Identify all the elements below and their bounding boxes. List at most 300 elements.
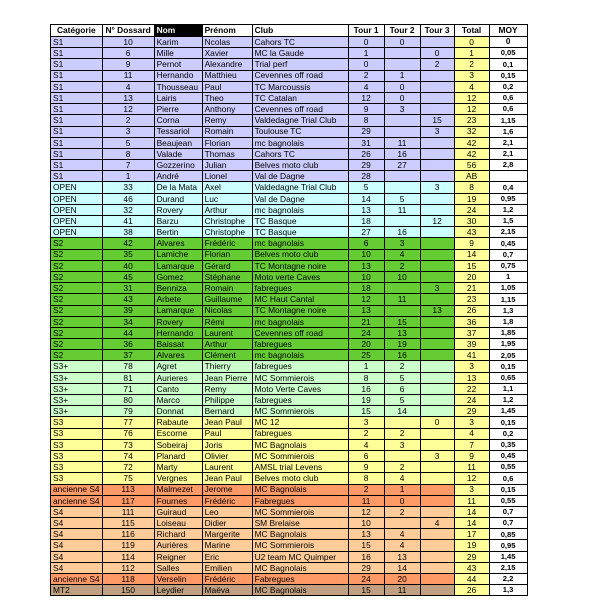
cell-average: 1,3 — [489, 585, 527, 596]
cell-average: 0,55 — [489, 462, 527, 473]
table-row — [51, 126, 528, 137]
cell-average: 2,1 — [489, 148, 527, 159]
table-row — [51, 327, 528, 338]
cell-lap-1: 15 — [348, 585, 384, 596]
cell-category: S3+ — [51, 395, 103, 406]
cell-last-name: Thousseau — [154, 81, 202, 92]
table-row — [51, 350, 528, 361]
table-row — [51, 450, 528, 461]
cell-bib: 10 — [102, 37, 154, 48]
cell-category: S4 — [51, 529, 103, 540]
cell-lap-1: 2 — [348, 484, 384, 495]
cell-lap-1: 31 — [348, 137, 384, 148]
table-row — [51, 104, 528, 115]
cell-average: 1,45 — [489, 406, 527, 417]
cell-lap-3: 0 — [420, 417, 454, 428]
cell-category: ancienne S4 — [51, 495, 103, 506]
cell-first-name: Frédéric — [202, 574, 252, 585]
cell-lap-2: 13 — [384, 327, 420, 338]
cell-last-name: Hernando — [154, 327, 202, 338]
cell-lap-1: 10 — [348, 249, 384, 260]
cell-club: fabregues — [252, 428, 348, 439]
cell-category: S3 — [51, 462, 103, 473]
cell-last-name: Bertin — [154, 227, 202, 238]
cell-lap-2: 3 — [384, 104, 420, 115]
table-row — [51, 495, 528, 506]
cell-club: U2 team MC Quimper — [252, 551, 348, 562]
cell-last-name: Verselin — [154, 574, 202, 585]
cell-lap-2: 0 — [384, 495, 420, 506]
cell-last-name: Lamarque — [154, 305, 202, 316]
cell-bib: 5 — [102, 137, 154, 148]
cell-average: 1,2 — [489, 204, 527, 215]
cell-lap-1: 6 — [348, 450, 384, 461]
cell-average: 0,4 — [489, 182, 527, 193]
table-row — [51, 81, 528, 92]
cell-lap-2: 20 — [384, 574, 420, 585]
cell-total: 4 — [454, 81, 489, 92]
cell-bib: 11 — [102, 70, 154, 81]
cell-lap-2: 14 — [384, 406, 420, 417]
cell-bib: 114 — [102, 551, 154, 562]
cell-category: S1 — [51, 104, 103, 115]
cell-lap-2: 5 — [384, 395, 420, 406]
cell-lap-3 — [420, 495, 454, 506]
cell-last-name: Reigner — [154, 551, 202, 562]
cell-last-name: Beaujean — [154, 137, 202, 148]
cell-club: SM Brelaise — [252, 518, 348, 529]
cell-lap-3 — [420, 70, 454, 81]
cell-total: 2 — [454, 59, 489, 70]
cell-last-name: Rovery — [154, 204, 202, 215]
cell-lap-3 — [420, 137, 454, 148]
cell-average: 1,05 — [489, 283, 527, 294]
cell-first-name: Romain — [202, 283, 252, 294]
cell-lap-2: 3 — [384, 439, 420, 450]
table-row — [51, 182, 528, 193]
cell-club: TC Montagne noire — [252, 260, 348, 271]
cell-club: Belves moto club — [252, 473, 348, 484]
header-average: MOY — [489, 25, 527, 37]
cell-average: 1,2 — [489, 395, 527, 406]
cell-lap-1: 29 — [348, 126, 384, 137]
cell-first-name: Marine — [202, 540, 252, 551]
cell-last-name: Corna — [154, 115, 202, 126]
cell-average: 1 — [489, 271, 527, 282]
cell-lap-1: 14 — [348, 193, 384, 204]
cell-lap-3 — [420, 171, 454, 182]
cell-total: 42 — [454, 148, 489, 159]
cell-average: 0,95 — [489, 540, 527, 551]
cell-total: 21 — [454, 283, 489, 294]
cell-total: 22 — [454, 383, 489, 394]
cell-club: TC Catalan — [252, 92, 348, 103]
cell-category: S1 — [51, 70, 103, 81]
cell-total: 15 — [454, 260, 489, 271]
cell-total: 26 — [454, 305, 489, 316]
cell-category: ancienne S4 — [51, 574, 103, 585]
cell-first-name: Stéphane — [202, 271, 252, 282]
cell-first-name: Emilien — [202, 562, 252, 573]
cell-lap-1: 4 — [348, 81, 384, 92]
table-row — [51, 473, 528, 484]
table-row — [51, 216, 528, 227]
cell-category: S3 — [51, 439, 103, 450]
cell-lap-1: 19 — [348, 395, 384, 406]
table-row — [51, 316, 528, 327]
cell-lap-3 — [420, 350, 454, 361]
cell-lap-2 — [384, 182, 420, 193]
cell-last-name: Lairis — [154, 92, 202, 103]
cell-lap-3 — [420, 529, 454, 540]
cell-first-name: Laurent — [202, 462, 252, 473]
cell-bib: 75 — [102, 473, 154, 484]
cell-first-name: Laurent — [202, 327, 252, 338]
cell-lap-1: 13 — [348, 305, 384, 316]
cell-bib: 9 — [102, 59, 154, 70]
cell-first-name: Axel — [202, 182, 252, 193]
cell-category: OPEN — [51, 204, 103, 215]
cell-lap-2 — [384, 115, 420, 126]
cell-club: Val de Dagne — [252, 171, 348, 182]
cell-lap-3 — [420, 428, 454, 439]
cell-lap-1: 18 — [348, 216, 384, 227]
cell-lap-2: 13 — [384, 551, 420, 562]
cell-total: 37 — [454, 327, 489, 338]
cell-club: Fabregues — [252, 574, 348, 585]
cell-first-name: Lionel — [202, 171, 252, 182]
cell-total: 0 — [454, 37, 489, 48]
cell-average: 0,45 — [489, 450, 527, 461]
cell-first-name: Florian — [202, 137, 252, 148]
cell-bib: 77 — [102, 417, 154, 428]
table-row — [51, 115, 528, 126]
cell-last-name: Richard — [154, 529, 202, 540]
cell-club: Val de Dagne — [252, 193, 348, 204]
cell-category: OPEN — [51, 193, 103, 204]
cell-lap-1: 5 — [348, 182, 384, 193]
cell-lap-1: 11 — [348, 495, 384, 506]
cell-average: 0,45 — [489, 238, 527, 249]
cell-category: S2 — [51, 305, 103, 316]
table-row — [51, 37, 528, 48]
cell-bib: 4 — [102, 81, 154, 92]
cell-club: Moto verte Caves — [252, 271, 348, 282]
cell-category: S3 — [51, 428, 103, 439]
cell-total: 9 — [454, 238, 489, 249]
cell-bib: 6 — [102, 48, 154, 59]
cell-last-name: Lamarque — [154, 260, 202, 271]
cell-average: 0,65 — [489, 372, 527, 383]
cell-lap-3 — [420, 585, 454, 596]
cell-club: Cahors TC — [252, 148, 348, 159]
header-bib: N° Dossard — [102, 25, 154, 37]
cell-club: Belves moto club — [252, 249, 348, 260]
cell-lap-2: 11 — [384, 137, 420, 148]
cell-bib: 37 — [102, 350, 154, 361]
cell-lap-2: 6 — [384, 383, 420, 394]
cell-club: Trial perf — [252, 59, 348, 70]
cell-lap-2: 4 — [384, 249, 420, 260]
cell-first-name: Paul — [202, 81, 252, 92]
cell-bib: 115 — [102, 518, 154, 529]
cell-total: 17 — [454, 529, 489, 540]
cell-lap-2: 2 — [384, 428, 420, 439]
cell-average: 1,3 — [489, 305, 527, 316]
table-row — [51, 361, 528, 372]
cell-first-name: Maëva — [202, 585, 252, 596]
cell-lap-1: 3 — [348, 417, 384, 428]
cell-club: mc bagnolais — [252, 350, 348, 361]
cell-first-name: Theo — [202, 92, 252, 103]
cell-bib: 150 — [102, 585, 154, 596]
cell-first-name: Remy — [202, 115, 252, 126]
cell-lap-1: 12 — [348, 92, 384, 103]
cell-last-name: Agret — [154, 361, 202, 372]
cell-average: 0,85 — [489, 529, 527, 540]
cell-bib: 7 — [102, 160, 154, 171]
header-club: Club — [252, 25, 348, 37]
cell-first-name: Thomas — [202, 148, 252, 159]
cell-lap-3 — [420, 439, 454, 450]
cell-total: 11 — [454, 495, 489, 506]
cell-lap-1: 6 — [348, 238, 384, 249]
cell-first-name: Eric — [202, 551, 252, 562]
cell-bib: 74 — [102, 450, 154, 461]
cell-lap-2: 1 — [384, 484, 420, 495]
cell-bib: 1 — [102, 171, 154, 182]
cell-lap-3 — [420, 327, 454, 338]
table-row — [51, 562, 528, 573]
cell-category: S3+ — [51, 406, 103, 417]
cell-last-name: Baissat — [154, 339, 202, 350]
cell-lap-3 — [420, 271, 454, 282]
cell-bib: 116 — [102, 529, 154, 540]
cell-club: mc bagnolais — [252, 137, 348, 148]
cell-last-name: Arbete — [154, 294, 202, 305]
cell-last-name: Escorne — [154, 428, 202, 439]
cell-first-name: Julian — [202, 160, 252, 171]
cell-average: 2,1 — [489, 137, 527, 148]
cell-category: S1 — [51, 115, 103, 126]
cell-first-name: Leo — [202, 506, 252, 517]
cell-bib: 31 — [102, 283, 154, 294]
cell-lap-1: 2 — [348, 428, 384, 439]
table-row — [51, 574, 528, 585]
cell-lap-2: 11 — [384, 585, 420, 596]
cell-bib: 8 — [102, 148, 154, 159]
cell-average: 2,15 — [489, 562, 527, 573]
cell-bib: 81 — [102, 372, 154, 383]
cell-last-name: Sobeiraj — [154, 439, 202, 450]
table-row — [51, 238, 528, 249]
cell-lap-3 — [420, 462, 454, 473]
cell-category: S2 — [51, 238, 103, 249]
table-row — [51, 406, 528, 417]
cell-lap-2: 14 — [384, 562, 420, 573]
cell-bib: 76 — [102, 428, 154, 439]
cell-average: 0,35 — [489, 439, 527, 450]
cell-bib: 35 — [102, 249, 154, 260]
table-row — [51, 395, 528, 406]
cell-club: Fabregues — [252, 495, 348, 506]
cell-lap-1: 8 — [348, 115, 384, 126]
cell-last-name: Leydier — [154, 585, 202, 596]
cell-last-name: Planard — [154, 450, 202, 461]
cell-club: MC Haut Cantal — [252, 294, 348, 305]
cell-first-name: Clément — [202, 350, 252, 361]
cell-lap-3 — [420, 260, 454, 271]
cell-club: MC Bagnolais — [252, 585, 348, 596]
cell-lap-2: 16 — [384, 148, 420, 159]
cell-lap-3 — [420, 104, 454, 115]
cell-lap-3: 2 — [420, 59, 454, 70]
cell-last-name: Durand — [154, 193, 202, 204]
cell-first-name: Romain — [202, 126, 252, 137]
cell-lap-3 — [420, 406, 454, 417]
cell-last-name: Barzu — [154, 216, 202, 227]
cell-last-name: Aurières — [154, 540, 202, 551]
cell-club: MC Sommierois — [252, 540, 348, 551]
cell-average: 0,95 — [489, 193, 527, 204]
table-row — [51, 59, 528, 70]
cell-lap-2: 2 — [384, 361, 420, 372]
cell-total: 43 — [454, 227, 489, 238]
cell-lap-2 — [384, 417, 420, 428]
cell-first-name: Frédéric — [202, 495, 252, 506]
cell-average: 1,8 — [489, 316, 527, 327]
cell-lap-3 — [420, 148, 454, 159]
cell-category: S2 — [51, 316, 103, 327]
cell-club: Toulouse TC — [252, 126, 348, 137]
cell-lap-1: 0 — [348, 59, 384, 70]
cell-average: 0,15 — [489, 70, 527, 81]
cell-total: 23 — [454, 294, 489, 305]
cell-category: S1 — [51, 48, 103, 59]
cell-bib: 111 — [102, 506, 154, 517]
cell-lap-3: 3 — [420, 283, 454, 294]
cell-total: 29 — [454, 406, 489, 417]
cell-club: AMSL trial Levens — [252, 462, 348, 473]
cell-first-name: Jerome — [202, 484, 252, 495]
cell-lap-2: 2 — [384, 506, 420, 517]
cell-category: S1 — [51, 92, 103, 103]
cell-lap-1: 13 — [348, 529, 384, 540]
cell-lap-2: 27 — [384, 160, 420, 171]
cell-total: 14 — [454, 506, 489, 517]
cell-lap-2 — [384, 283, 420, 294]
cell-average: 0,2 — [489, 428, 527, 439]
cell-category: OPEN — [51, 216, 103, 227]
cell-total: 14 — [454, 518, 489, 529]
cell-average: 2,15 — [489, 227, 527, 238]
cell-bib: 46 — [102, 193, 154, 204]
cell-category: S1 — [51, 160, 103, 171]
cell-lap-1: 4 — [348, 439, 384, 450]
cell-total: 3 — [454, 484, 489, 495]
cell-total: 24 — [454, 204, 489, 215]
cell-club: MC Sommierois — [252, 506, 348, 517]
cell-lap-3 — [420, 372, 454, 383]
cell-category: S4 — [51, 551, 103, 562]
cell-first-name: Remy — [202, 383, 252, 394]
cell-bib: 13 — [102, 92, 154, 103]
cell-total: 3 — [454, 417, 489, 428]
cell-lap-3 — [420, 204, 454, 215]
cell-lap-3: 4 — [420, 518, 454, 529]
cell-last-name: Salles — [154, 562, 202, 573]
cell-total: 19 — [454, 193, 489, 204]
cell-last-name: Aurieres — [154, 372, 202, 383]
cell-category: S2 — [51, 294, 103, 305]
cell-average — [489, 171, 527, 182]
cell-last-name: Pierre — [154, 104, 202, 115]
cell-bib: 79 — [102, 406, 154, 417]
cell-lap-3 — [420, 551, 454, 562]
cell-first-name: Ncolas — [202, 37, 252, 48]
cell-last-name: Canto — [154, 383, 202, 394]
cell-average: 0,55 — [489, 495, 527, 506]
cell-bib: 39 — [102, 305, 154, 316]
cell-average: 1,1 — [489, 383, 527, 394]
cell-club: MC Bagnolais — [252, 439, 348, 450]
cell-first-name: Olivier — [202, 450, 252, 461]
cell-average: 0,2 — [489, 81, 527, 92]
cell-total: 13 — [454, 372, 489, 383]
cell-lap-1: 13 — [348, 260, 384, 271]
cell-average: 0,6 — [489, 92, 527, 103]
cell-last-name: Donnat — [154, 406, 202, 417]
cell-first-name: Paul — [202, 428, 252, 439]
cell-lap-2: 11 — [384, 204, 420, 215]
cell-bib: 12 — [102, 104, 154, 115]
cell-first-name: Luc — [202, 193, 252, 204]
cell-category: S2 — [51, 339, 103, 350]
cell-last-name: Fournes — [154, 495, 202, 506]
table-row — [51, 148, 528, 159]
table-row — [51, 529, 528, 540]
table-row — [51, 339, 528, 350]
cell-last-name: Gomez — [154, 271, 202, 282]
cell-club: MC 12 — [252, 417, 348, 428]
table-row — [51, 193, 528, 204]
cell-total: 30 — [454, 216, 489, 227]
cell-last-name: De la Mata — [154, 182, 202, 193]
cell-bib: 72 — [102, 462, 154, 473]
cell-last-name: Pernot — [154, 59, 202, 70]
cell-lap-2: 4 — [384, 473, 420, 484]
cell-total: 26 — [454, 585, 489, 596]
cell-lap-3 — [420, 316, 454, 327]
header-first-name: Prénom — [202, 25, 252, 37]
cell-total: 23 — [454, 115, 489, 126]
cell-lap-2: 0 — [384, 81, 420, 92]
cell-category: S3+ — [51, 383, 103, 394]
cell-total: 24 — [454, 395, 489, 406]
cell-first-name: Jean Paul — [202, 417, 252, 428]
cell-club: TC Marcoussis — [252, 81, 348, 92]
cell-average: 0,6 — [489, 473, 527, 484]
cell-lap-1: 1 — [348, 361, 384, 372]
cell-category: S3 — [51, 450, 103, 461]
cell-bib: 34 — [102, 316, 154, 327]
cell-club: fabregues — [252, 361, 348, 372]
cell-total: 14 — [454, 249, 489, 260]
cell-lap-3 — [420, 294, 454, 305]
cell-average: 1,15 — [489, 115, 527, 126]
cell-average: 0,15 — [489, 484, 527, 495]
cell-bib: 40 — [102, 260, 154, 271]
